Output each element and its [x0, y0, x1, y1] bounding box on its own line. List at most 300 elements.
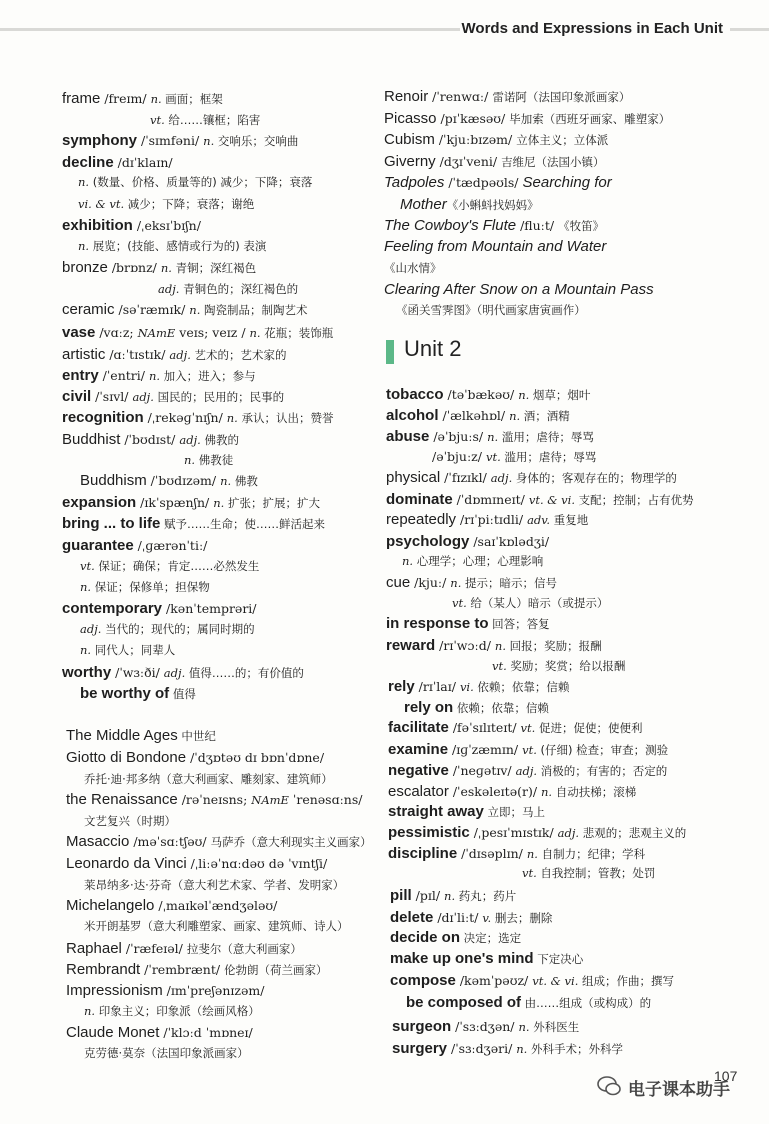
part-of-speech: adj. [490, 471, 513, 485]
chinese-gloss: 国民的；民用的；民事的 [153, 390, 285, 404]
headword: Renoir [384, 88, 429, 105]
headword: discipline [388, 845, 458, 862]
glossary-entry [78, 195, 254, 213]
glossary-entry [66, 855, 327, 873]
glossary-entry [390, 950, 583, 968]
part-of-speech: vi. [459, 680, 474, 694]
headword: Impressionism [66, 982, 163, 999]
phonetic: /brɒnz/ [107, 260, 161, 275]
glossary-entry [522, 864, 655, 882]
chinese-gloss: (数量、价格、质量等的) 减少；下降；衰落 [89, 175, 313, 189]
glossary-entry [78, 237, 266, 255]
chinese-gloss: 促进；促使；使便利 [535, 721, 643, 735]
glossary-entry [62, 367, 256, 385]
phonetic: /ˈtædpəʊls/ [444, 175, 523, 190]
glossary-entry [66, 1024, 253, 1042]
chinese-gloss: 支配；控制；占有优势 [574, 493, 694, 507]
phonetic: /ɑːˈtɪstɪk/ [105, 347, 170, 362]
headword: examine [388, 741, 449, 758]
glossary-entry [78, 173, 312, 191]
glossary-entry [84, 812, 176, 830]
headword: decide on [390, 929, 461, 946]
phonetic: /pɪˈkæsəʊ/ [436, 111, 510, 126]
phonetic: /ˈrembrænt/ [140, 962, 225, 977]
headword: the Renaissance [66, 791, 178, 808]
glossary-entry [66, 833, 372, 851]
glossary-entry [390, 972, 674, 990]
chinese-gloss: 印象主义；印象派（绘画风格） [95, 1004, 260, 1018]
phonetic: /ɪɡˈzæmɪn/ [448, 742, 523, 757]
chinese-gloss: 艺术的；艺术家的 [190, 348, 287, 362]
headword: civil [62, 388, 92, 405]
wechat-icon [596, 1075, 622, 1097]
chinese-gloss: 雷诺阿（法国印象派画家） [492, 90, 631, 104]
chinese-gloss: 消极的；有害的；否定的 [537, 764, 668, 778]
glossary-entry [384, 217, 604, 235]
phonetic: /saɪˈkɒlədʒi/ [469, 534, 550, 549]
glossary-entry [80, 557, 259, 575]
headword: physical [386, 469, 441, 486]
phonetic: /ˈsɜːdʒən/ [451, 1019, 519, 1034]
glossary-entry [396, 301, 586, 319]
phonetic: /ˌrekəɡˈnɪʃn/ [143, 410, 227, 425]
glossary-entry [62, 346, 287, 364]
glossary-entry [386, 386, 590, 404]
phonetic: /kəmˈpəʊz/ [455, 973, 533, 988]
phonetic: /ˈælkəhɒl/ [438, 408, 510, 423]
chinese-gloss: 花瓶；装饰瓶 [260, 326, 334, 340]
part-of-speech: n. [78, 239, 90, 253]
headword: be worthy of [80, 685, 170, 702]
headword: rely on [404, 699, 454, 716]
part-of-speech: adv. [527, 513, 551, 527]
glossary-entry [80, 620, 255, 638]
glossary-entry [390, 887, 516, 905]
part-of-speech: adj. [163, 666, 186, 680]
glossary-entry [66, 791, 362, 809]
phonetic: /kənˈtemprəri/ [162, 601, 257, 616]
glossary-entry [84, 770, 333, 788]
glossary-entry [84, 1044, 249, 1062]
part-of-speech: v. [482, 911, 492, 925]
headword: Picasso [384, 110, 437, 127]
headword: surgeon [392, 1018, 452, 1035]
glossary-entry [66, 982, 264, 1000]
chinese-gloss: 组成；作曲；撰写 [578, 974, 675, 988]
glossary-entry [392, 1018, 579, 1036]
chinese-gloss: 《山水情》 [384, 261, 442, 275]
headword: Giverny [384, 153, 436, 170]
headword: decline [62, 154, 114, 171]
unit-title: Unit 2 [404, 336, 462, 361]
headword: straight away [388, 803, 484, 820]
phonetic: /dɪˈliːt/ [433, 910, 483, 925]
chinese-gloss: 药丸；药片 [455, 889, 517, 903]
headword: Cubism [384, 131, 435, 148]
chinese-gloss: 外科医生 [529, 1020, 580, 1034]
phonetic: /rəˈneɪsns; [177, 792, 252, 807]
chinese-gloss: 给（某人）暗示（或提示） [466, 596, 609, 610]
phonetic: ˈrenəsɑːns/ [288, 792, 363, 807]
chinese-gloss: 提示；暗示；信号 [461, 576, 557, 590]
glossary-entry [62, 132, 298, 150]
phonetic: veɪs; veɪz / [175, 325, 250, 340]
glossary-entry [388, 762, 667, 780]
phonetic: /ˈfɪzɪkl/ [440, 470, 491, 485]
chinese-gloss: 立即；马上 [483, 805, 546, 819]
glossary-entry [432, 448, 596, 466]
glossary-entry [80, 472, 258, 490]
glossary-entry [452, 594, 608, 612]
glossary-entry [388, 783, 636, 801]
chinese-gloss: 交响乐；交响曲 [214, 134, 299, 148]
headword: Buddhist [62, 431, 121, 448]
glossary-entry [492, 657, 625, 675]
phonetic: /ˈklɔːd ˈmɒneɪ/ [159, 1025, 253, 1040]
chinese-gloss: 滥用；虐待；辱骂 [498, 430, 594, 444]
chinese-gloss: 米开朗基罗（意大利雕塑家、画家、建筑师、诗人） [84, 919, 349, 933]
header-title: Words and Expressions in Each Unit [461, 20, 723, 37]
glossary-entry [62, 301, 308, 319]
glossary-entry [66, 727, 216, 745]
chinese-gloss: 吉维尼（法国小镇） [501, 155, 605, 169]
phonetic: /rɪˈpiːtɪdli/ [456, 512, 528, 527]
chinese-gloss: 佛教 [231, 474, 258, 488]
headword: rely [388, 678, 415, 695]
glossary-entry [184, 451, 233, 469]
watermark [596, 1073, 756, 1103]
part-of-speech: n. [249, 326, 261, 340]
part-of-speech: vt. [452, 596, 467, 610]
glossary-entry [158, 280, 298, 298]
headword: escalator [388, 783, 449, 800]
glossary-entry [150, 111, 260, 129]
chinese-gloss: 伦勃朗（荷兰画家） [224, 963, 328, 977]
glossary-entry [384, 174, 612, 192]
glossary-entry [62, 431, 239, 449]
part-of-speech: NAmE [251, 793, 289, 807]
glossary-entry [62, 324, 333, 342]
chinese-gloss: 佛教徒 [195, 453, 234, 467]
headword: tobacco [386, 386, 444, 403]
part-of-speech: n. [160, 261, 172, 275]
part-of-speech: n. [541, 785, 553, 799]
title-italic: Tadpoles [384, 174, 445, 191]
headword: facilitate [388, 719, 449, 736]
part-of-speech: vt. [150, 113, 165, 127]
chinese-gloss: 当代的；现代的；属同时期的 [101, 622, 255, 636]
chinese-gloss: 扩张；扩展；扩大 [224, 496, 320, 510]
phonetic: /rɪˈwɔːd/ [435, 638, 495, 653]
chinese-gloss: (仔细) 检查；审查；测验 [536, 743, 669, 757]
part-of-speech: vt. [522, 743, 537, 757]
glossary-entry [392, 1040, 623, 1058]
part-of-speech: n. [518, 1020, 530, 1034]
part-of-speech: vt. [492, 659, 507, 673]
chinese-gloss: 毕加索（西班牙画家、雕塑家） [509, 112, 671, 126]
glossary-entry [66, 961, 328, 979]
headword: recognition [62, 409, 144, 426]
watermark-text: 电子课本助手 [628, 1080, 730, 1100]
phonetic: /ˈneɡətɪv/ [448, 763, 516, 778]
part-of-speech: n. [189, 303, 201, 317]
chinese-gloss: 酒；酒精 [520, 409, 570, 423]
chinese-gloss: 青铜色的；深红褐色的 [179, 282, 299, 296]
chinese-gloss: 依赖；依靠；信赖 [453, 701, 549, 715]
part-of-speech: vt. [522, 866, 537, 880]
part-of-speech: n. [226, 411, 238, 425]
chinese-gloss: 依赖；依靠；信赖 [473, 680, 570, 694]
part-of-speech: n. [203, 134, 215, 148]
chinese-gloss: 《小蝌蚪找妈妈》 [446, 198, 539, 212]
title-italic: Clearing After Snow on a Mountain Pass [384, 281, 654, 298]
part-of-speech: n. [213, 496, 225, 510]
part-of-speech: n. [509, 409, 521, 423]
chinese-gloss: 拉斐尔（意大利画家） [186, 942, 302, 956]
phonetic: /ˈkjuːbɪzəm/ [434, 132, 517, 147]
glossary-entry [84, 917, 349, 935]
part-of-speech: n. [150, 92, 162, 106]
phonetic: /ˌpesɪˈmɪstɪk/ [469, 825, 558, 840]
chinese-gloss: 保证；确保；肯定……必然发生 [94, 559, 260, 573]
glossary-entry [62, 515, 325, 533]
chinese-gloss: 自我控制；管教；处罚 [536, 866, 656, 880]
glossary-entry [66, 749, 324, 767]
glossary-entry [386, 407, 570, 425]
glossary-entry [80, 685, 196, 703]
glossary-entry [404, 699, 549, 717]
phonetic: /ˈdʒɒtəʊ dɪ bɒnˈdɒne/ [186, 750, 325, 765]
chinese-gloss: 下定决心 [533, 952, 584, 966]
chinese-gloss: 自动扶梯；滚梯 [552, 785, 637, 799]
chinese-gloss: 滥用；虐待；辱骂 [500, 450, 597, 464]
part-of-speech: adj. [557, 826, 580, 840]
glossary-entry [390, 929, 521, 947]
headword: compose [390, 972, 456, 989]
part-of-speech: n. [518, 388, 530, 402]
headword: The Middle Ages [66, 727, 178, 744]
glossary-entry [384, 131, 608, 149]
chinese-gloss: 删去；删除 [491, 911, 553, 925]
headword: Raphael [66, 940, 122, 957]
page-number: 107 [714, 1068, 738, 1084]
chinese-gloss: 回答；答复 [488, 617, 550, 631]
headword: in response to [386, 615, 489, 632]
part-of-speech: n. [220, 474, 232, 488]
phonetic: /ˌɡærənˈtiː/ [133, 538, 208, 553]
headword: worthy [62, 664, 112, 681]
phonetic: /freɪm/ [100, 91, 151, 106]
chinese-gloss: 展览；(技能、感情或行为的) 表演 [89, 239, 267, 253]
chinese-gloss: 减少；下降；衰落；谢绝 [124, 197, 255, 211]
chinese-gloss: 自制力；纪律；学科 [537, 847, 646, 861]
glossary-entry [62, 409, 333, 427]
glossary-entry [406, 994, 651, 1012]
running-header [0, 0, 769, 60]
glossary-entry [62, 664, 304, 682]
phonetic: /pɪl/ [411, 888, 445, 903]
headword: guarantee [62, 537, 134, 554]
phonetic: /məˈsɑːtʃəʊ/ [129, 834, 211, 849]
chinese-gloss: 青铜；深红褐色 [171, 261, 257, 275]
chinese-gloss: 承认；认出；赞誉 [237, 411, 334, 425]
phonetic: /ˈdɪsəplɪn/ [457, 846, 527, 861]
chinese-gloss: 加入；进入；参与 [160, 369, 256, 383]
glossary-entry [388, 824, 686, 842]
headword: pill [390, 887, 412, 904]
chinese-gloss: 赋予……生命；使……鲜活起来 [160, 517, 325, 531]
header-rule-right [730, 28, 769, 31]
headword: bronze [62, 259, 108, 276]
chinese-gloss: 决定；选定 [460, 931, 522, 945]
glossary-entry [384, 281, 654, 299]
chinese-gloss: 重复地 [550, 513, 589, 527]
phonetic: /təˈbækəʊ/ [443, 387, 519, 402]
glossary-entry [66, 897, 277, 915]
phonetic: /ɪmˈpreʃənɪzəm/ [162, 983, 265, 998]
phonetic: /fəˈsɪlɪteɪt/ [448, 720, 521, 735]
phonetic: /ˈdɒmɪneɪt/ [452, 492, 529, 507]
part-of-speech: n. [526, 847, 538, 861]
part-of-speech: vt. & vi. [532, 974, 579, 988]
chinese-gloss: 《函关雪霁图》（明代画家唐寅画作） [396, 303, 586, 317]
glossary-entry [62, 537, 207, 555]
headword: be composed of [406, 994, 522, 1011]
chinese-gloss: 同代人；同辈人 [91, 643, 176, 657]
headword: surgery [392, 1040, 448, 1057]
glossary-entry [386, 511, 588, 529]
chinese-gloss: 陶瓷制品；制陶艺术 [200, 303, 308, 317]
headword: contemporary [62, 600, 163, 617]
glossary-entry [384, 88, 630, 106]
phonetic: /dʒɪˈveni/ [435, 154, 502, 169]
headword: pessimistic [388, 824, 470, 841]
part-of-speech: n. [516, 1042, 528, 1056]
glossary-entry [62, 217, 201, 235]
chinese-gloss: 身体的；客观存在的；物理学的 [512, 471, 677, 485]
headword: Buddhism [80, 472, 147, 489]
headword: Michelangelo [66, 897, 155, 914]
phonetic: /əˈbjuːz/ [432, 449, 486, 464]
glossary-entry [84, 876, 344, 894]
phonetic: /ˈentri/ [98, 368, 149, 383]
headword: psychology [386, 533, 470, 550]
phonetic: /ˌliːəˈnɑːdəʊ də ˈvɪntʃi/ [186, 856, 328, 871]
glossary-entry [388, 719, 642, 737]
glossary-entry [388, 803, 545, 821]
phonetic: /fluːt/ [516, 218, 559, 233]
glossary-entry [400, 196, 539, 214]
glossary-entry [388, 741, 668, 759]
part-of-speech: n. [80, 580, 92, 594]
headword: bring ... to life [62, 515, 161, 532]
chinese-gloss: 由……组成（或构成）的 [521, 996, 652, 1010]
headword: ceramic [62, 301, 115, 318]
glossary-entry [386, 615, 550, 633]
part-of-speech: n. [148, 369, 161, 383]
phonetic: /səˈræmɪk/ [114, 302, 190, 317]
chinese-gloss: 心理学；心理；心理影响 [413, 554, 544, 568]
glossary-entry [390, 909, 552, 927]
part-of-speech: n. [444, 889, 456, 903]
headword: symphony [62, 132, 138, 149]
part-of-speech: adj. [515, 764, 538, 778]
chinese-gloss: 乔托·迪·邦多纳（意大利画家、雕刻家、建筑师） [84, 772, 333, 786]
glossary-entry [80, 641, 175, 659]
phonetic: /ˈeskəleɪtə(r)/ [448, 784, 542, 799]
part-of-speech: NAmE [137, 326, 176, 340]
part-of-speech: adj. [169, 348, 191, 362]
phonetic: /ˈræfeɪəl/ [121, 941, 187, 956]
part-of-speech: n. [402, 554, 414, 568]
phonetic: /ˈbʊdɪst/ [120, 432, 180, 447]
phonetic: /kjuː/ [410, 575, 451, 590]
chinese-gloss: 奖励；奖赏；给以报酬 [506, 659, 626, 673]
glossary-entry [62, 154, 173, 172]
headword: Claude Monet [66, 1024, 160, 1041]
chinese-gloss: 值得……的；有价值的 [185, 666, 304, 680]
glossary-entry [62, 388, 284, 406]
glossary-entry [388, 678, 569, 696]
part-of-speech: adj. [132, 390, 154, 404]
headword: make up one's mind [390, 950, 534, 967]
chinese-gloss: 佛教的 [200, 433, 239, 447]
title-italic: Searching for [522, 174, 612, 191]
headword: Masaccio [66, 833, 130, 850]
glossary-entry [386, 469, 677, 487]
header-rule [0, 28, 460, 31]
phonetic: /ˈsɪmfəni/ [137, 133, 204, 148]
part-of-speech: vt. [485, 450, 501, 464]
glossary-entry [84, 1002, 260, 1020]
headword: exhibition [62, 217, 133, 234]
glossary-entry [62, 494, 320, 512]
glossary-entry [386, 574, 557, 592]
phonetic: /ˌmaɪkəlˈændʒələʊ/ [154, 898, 278, 913]
phonetic: /ˈwɜːði/ [111, 665, 164, 680]
headword: Rembrandt [66, 961, 141, 978]
glossary-entry [386, 533, 549, 551]
headword: frame [62, 90, 101, 107]
headword: repeatedly [386, 511, 457, 528]
headword: vase [62, 324, 96, 341]
chinese-gloss: 克劳德·莫奈（法国印象派画家） [84, 1046, 249, 1060]
part-of-speech: vi. & vt. [78, 197, 125, 211]
phonetic: /rɪˈlaɪ/ [414, 679, 460, 694]
unit-marker-bar [386, 340, 394, 364]
phonetic: /ɪkˈspænʃn/ [136, 495, 214, 510]
chinese-gloss: 给……镶框；陷害 [164, 113, 261, 127]
part-of-speech: n. [184, 453, 196, 467]
headword: abuse [386, 428, 430, 445]
glossary-entry [66, 940, 302, 958]
part-of-speech: n. [78, 175, 90, 189]
part-of-speech: vt. & vi. [528, 493, 575, 507]
phonetic: /ˈrenwɑː/ [428, 89, 493, 104]
phonetic: /əˈbjuːs/ [429, 429, 488, 444]
part-of-speech: n. [80, 643, 92, 657]
glossary-entry [80, 578, 210, 596]
glossary-entry [386, 637, 602, 655]
glossary-entry [62, 259, 256, 277]
glossary-entry [388, 845, 645, 863]
chinese-gloss: 莱昂纳多·达·芬奇（意大利艺术家、学者、发明家） [84, 878, 345, 892]
chinese-gloss: 立体主义；立体派 [516, 133, 609, 147]
glossary-entry [62, 600, 257, 618]
glossary-entry [384, 153, 605, 171]
title-italic: The Cowboy's Flute [384, 217, 517, 234]
title-italic: Feeling from Mountain and Water [384, 238, 607, 255]
